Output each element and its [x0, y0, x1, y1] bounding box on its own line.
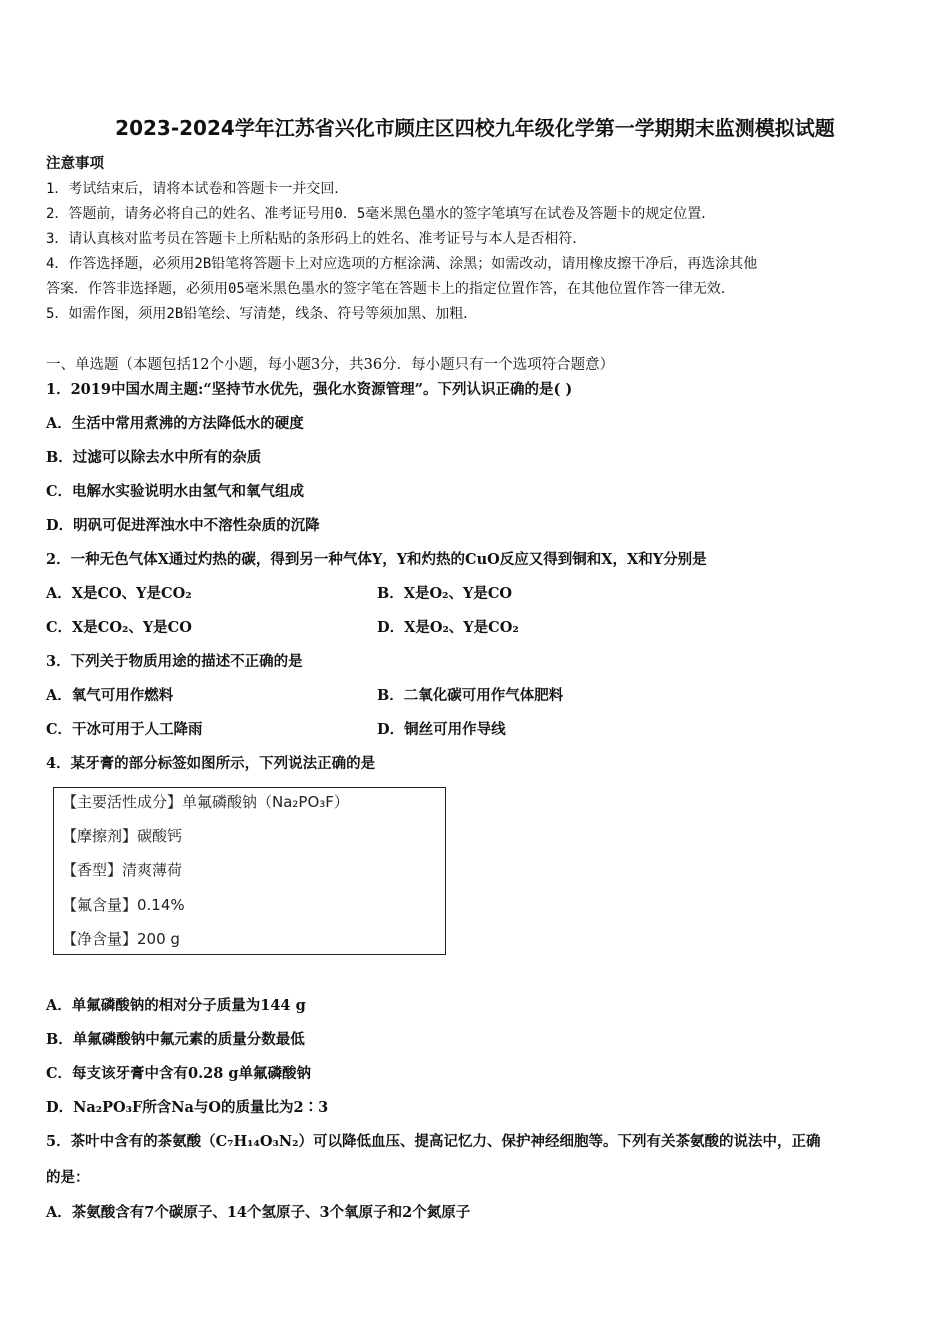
question-option: D．Na₂PO₃F所含Na与O的质量比为2∶3: [46, 1099, 329, 1116]
page-title: 2023-2024学年江苏省兴化市顾庄区四校九年级化学第一学期期末监测模拟试题: [115, 116, 835, 140]
question-stem-continued: 的是：: [46, 1169, 90, 1186]
question-stem: 1．2019中国水周主题:“坚持节水优先，强化水资源管理”。下列认识正确的是( ): [46, 381, 573, 398]
question-option: C．X是CO₂、Y是CO: [46, 619, 192, 636]
label-line: 【净含量】200 g: [62, 930, 180, 948]
label-line: 【主要活性成分】单氟磷酸钠（Na₂PO₃F）: [62, 793, 349, 811]
question-option: D．明矾可促进浑浊水中不溶性杂质的沉降: [46, 517, 320, 534]
question-option: A．X是CO、Y是CO₂: [46, 585, 192, 602]
question-option: C．干冰可用于人工降雨: [46, 721, 203, 738]
label-line: 【氟含量】0.14%: [62, 896, 185, 914]
question-stem: 2．一种无色气体X通过灼热的碳，得到另一种气体Y，Y和灼热的CuO反应又得到铜和X，X和Y分别是: [46, 551, 707, 568]
question-stem: 3．下列关于物质用途的描述不正确的是: [46, 653, 303, 670]
question-option: B．X是O₂、Y是CO: [377, 585, 513, 602]
notice-item: 答案．作答非选择题，必须用05毫米黑色墨水的签字笔在答题卡上的指定位置作答，在其他位置作答一律无效．: [46, 281, 735, 297]
section-heading: 一、单选题（本题包括12个小题，每小题3分，共36分．每小题只有一个选项符合题意）: [46, 357, 615, 373]
question-option: A．生活中常用煮沸的方法降低水的硬度: [46, 415, 304, 432]
toothpaste-label-box: [53, 787, 446, 955]
question-option: A．单氟磷酸钠的相对分子质量为144 g: [46, 997, 306, 1014]
question-option: B．二氧化碳可用作气体肥料: [377, 687, 564, 704]
question-option: A．氧气可用作燃料: [46, 687, 174, 704]
label-line: 【摩擦剂】碳酸钙: [62, 827, 183, 845]
question-option: A．茶氨酸含有7个碳原子、14个氢原子、3个氧原子和2个氮原子: [46, 1204, 471, 1221]
question-option: C．每支该牙膏中含有0.28 g单氟磷酸钠: [46, 1065, 312, 1082]
notice-heading: 注意事项: [46, 155, 104, 172]
question-stem: 4．某牙膏的部分标签如图所示，下列说法正确的是: [46, 755, 376, 772]
notice-item: 5．如需作图，须用2B铅笔绘、写清楚，线条、符号等须加黑、加粗．: [46, 306, 478, 322]
notice-item: 3．请认真核对监考员在答题卡上所粘贴的条形码上的姓名、准考证号与本人是否相符．: [46, 231, 587, 247]
question-stem: 5．茶叶中含有的茶氨酸（C₇H₁₄O₃N₂）可以降低血压、提高记忆力、保护神经细胞等。下列有关茶氨酸的说法中，正确: [46, 1133, 821, 1150]
notice-item: 4．作答选择题，必须用2B铅笔将答题卡上对应选项的方框涂满、涂黑；如需改动，请用橡皮擦干净后，再选涂其他: [46, 256, 758, 272]
notice-item: 2．答题前，请务必将自己的姓名、准考证号用0．5毫米黑色墨水的签字笔填写在试卷及答题卡的规定位置．: [46, 206, 716, 222]
question-option: B．单氟磷酸钠中氟元素的质量分数最低: [46, 1031, 305, 1048]
question-option: B．过滤可以除去水中所有的杂质: [46, 449, 262, 466]
question-option: D．铜丝可用作导线: [377, 721, 506, 738]
notice-item: 1．考试结束后，请将本试卷和答题卡一并交回．: [46, 181, 349, 197]
question-option: C．电解水实验说明水由氢气和氧气组成: [46, 483, 305, 500]
label-line: 【香型】清爽薄荷: [62, 861, 183, 879]
question-option: D．X是O₂、Y是CO₂: [377, 619, 519, 636]
